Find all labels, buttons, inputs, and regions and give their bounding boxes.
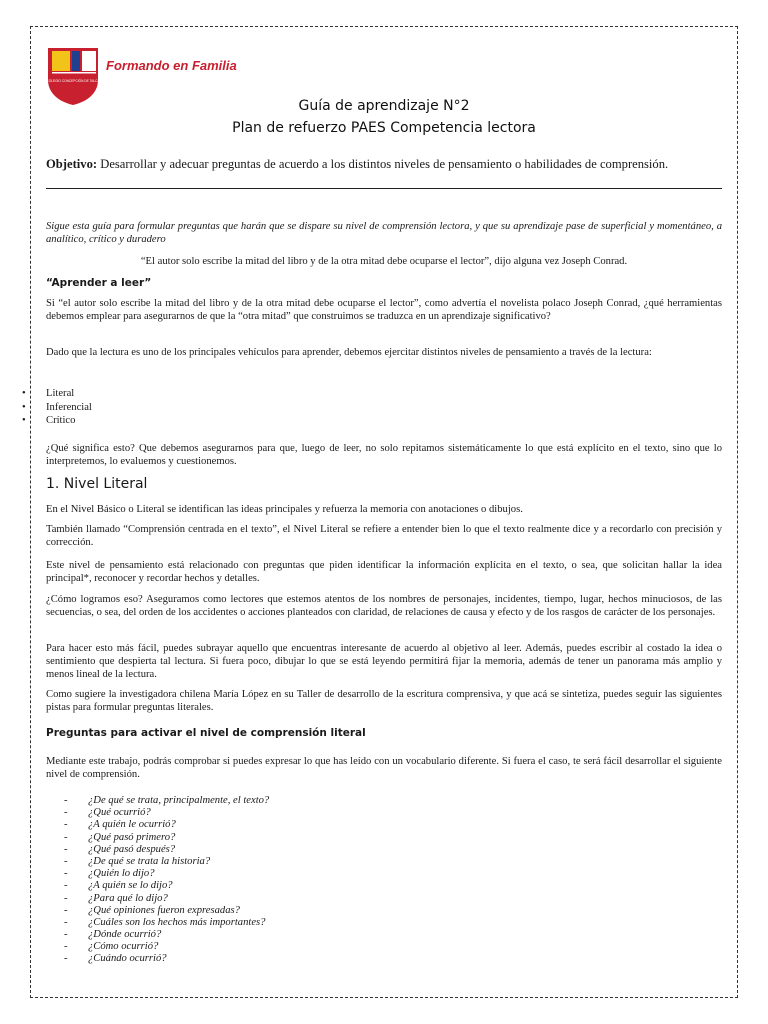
literal-paragraph-5: Para hacer esto más fácil, puedes subrayar aquello que encuentras interesante de acuerdo al objetivo al leer. Además, puedes escribir al costado la idea o sentimiento que despierta tal lectura. Si fuera poco, dibujar lo que se está leyendo permitirá fijar la memoria, además de tener un panorama más amplio y menos lineal de la lectura. bbox=[46, 643, 722, 680]
list-item: - ¿Qué opiniones fueron expresadas? bbox=[64, 904, 240, 916]
list-item: - ¿A quién se lo dijo? bbox=[64, 880, 173, 892]
intro-quote: “El autor solo escribe la mitad del libro y de la otra mitad debe ocuparse el lector”, dijo alguna vez Joseph Conrad. bbox=[140, 256, 628, 267]
list-item: - ¿A quién le ocurrió? bbox=[64, 819, 176, 831]
list-item: • Literal bbox=[22, 388, 75, 399]
levels-list bbox=[22, 387, 92, 428]
section-heading-questions: Preguntas para activar el nivel de comprensión literal bbox=[46, 727, 366, 739]
list-item: - ¿Qué pasó primero? bbox=[64, 831, 176, 843]
list-item: - ¿Quién lo dijo? bbox=[64, 868, 155, 880]
page-title: Guía de aprendizaje N°2 bbox=[298, 98, 470, 114]
list-item: - ¿Qué pasó después? bbox=[64, 843, 176, 855]
intro-italic: Sigue esta guía para formular preguntas que harán que se dispare su nivel de comprensión lectora, y que su aprendizaje pase de superficial y momentáneo, a analítico, crítico y duradero bbox=[46, 221, 722, 245]
list-item: - ¿Cuáles son los hechos más importantes? bbox=[64, 916, 266, 928]
list-item: - ¿De qué se trata, principalmente, el texto? bbox=[64, 795, 270, 806]
divider bbox=[46, 188, 722, 189]
section-heading-learn: “Aprender a leer” bbox=[46, 277, 152, 289]
literal-paragraph-3: Este nivel de pensamiento está relacionado con preguntas que piden identificar la información explícita en el texto, o sea, que solicitan hallar la idea principal*, reconocer y recordar hechos y detalles. bbox=[46, 560, 722, 584]
list-item: - ¿Cuándo ocurrió? bbox=[64, 953, 167, 965]
svg-text:COLEGIO CONCEPCIÓN DE TALCA: COLEGIO CONCEPCIÓN DE TALCA bbox=[46, 79, 100, 83]
questions-paragraph: Mediante este trabajo, podrás comprobar si puedes expresar lo que has leído con un vocabulario diferente. Si fuera el caso, te será fácil desarrollar el siguiente nivel de comprensión. bbox=[46, 756, 722, 780]
literal-paragraph-4: ¿Cómo logramos eso? Aseguramos como lectores que estemos atentos de los nombres de personajes, incidentes, tiempo, lugar, hechos minuciosos, de las secuencias, o sea, del orden de los accidentes o acciones planteados con claridad, de relaciones de causa y efecto y de los rasgos de carácter de los personajes. bbox=[46, 594, 722, 618]
learn-paragraph-1: Si “el autor solo escribe la mitad del libro y de la otra mitad debe ocuparse el lector”, como advertía el novelista polaco Joseph Conrad, ¿qué herramientas debemos emplear para asegurarnos de que la “otra mitad” que construimos se traduzca en un aprendizaje significativo? bbox=[46, 298, 722, 322]
literal-paragraph-1: En el Nivel Básico o Literal se identifican las ideas principales y refuerza la memoria con anotaciones o dibujos. bbox=[46, 504, 523, 515]
learn-paragraph-3: ¿Qué significa esto? Que debemos asegurarnos para que, luego de leer, no solo repitamos sistemáticamente lo que está explícito en el texto, sino que lo interpretemos, lo evaluemos y cuestionemos. bbox=[46, 443, 722, 467]
list-item: - ¿Dónde ocurrió? bbox=[64, 929, 162, 941]
objective-label: Objetivo: bbox=[46, 157, 98, 171]
list-item: • Inferencial bbox=[22, 401, 92, 413]
list-item: - ¿Para qué lo dijo? bbox=[64, 892, 168, 904]
literal-paragraph-2: También llamado “Comprensión centrada en el texto”, el Nivel Literal se refiere a entender bien lo que el texto realmente dice y a recordarlo con precisión y corrección. bbox=[46, 524, 722, 548]
objective bbox=[46, 157, 722, 172]
objective-text: Desarrollar y adecuar preguntas de acuerdo a los distintos niveles de pensamiento o habilidades de comprensión. bbox=[97, 157, 669, 171]
list-item: • Crítico bbox=[22, 415, 76, 426]
learn-paragraph-2: Dado que la lectura es uno de los principales vehículos para aprender, debemos ejercitar distintos niveles de pensamiento a través de la lectura: bbox=[46, 347, 652, 358]
list-item: - ¿Cómo ocurrió? bbox=[64, 941, 159, 953]
list-item: - ¿De qué se trata la historia? bbox=[64, 855, 211, 867]
page-subtitle: Plan de refuerzo PAES Competencia lectora bbox=[232, 120, 536, 136]
logo-text: Formando en Familia bbox=[106, 58, 237, 73]
questions-list bbox=[64, 795, 269, 966]
list-item: - ¿Qué ocurrió? bbox=[64, 807, 151, 819]
literal-paragraph-6: Como sugiere la investigadora chilena María López en su Taller de desarrollo de la escritura comprensiva, y que acá se sintetiza, puedes seguir las siguientes pistas para formular preguntas literales. bbox=[46, 689, 722, 713]
school-shield-logo bbox=[46, 46, 100, 106]
section-heading-literal: 1. Nivel Literal bbox=[46, 476, 148, 492]
